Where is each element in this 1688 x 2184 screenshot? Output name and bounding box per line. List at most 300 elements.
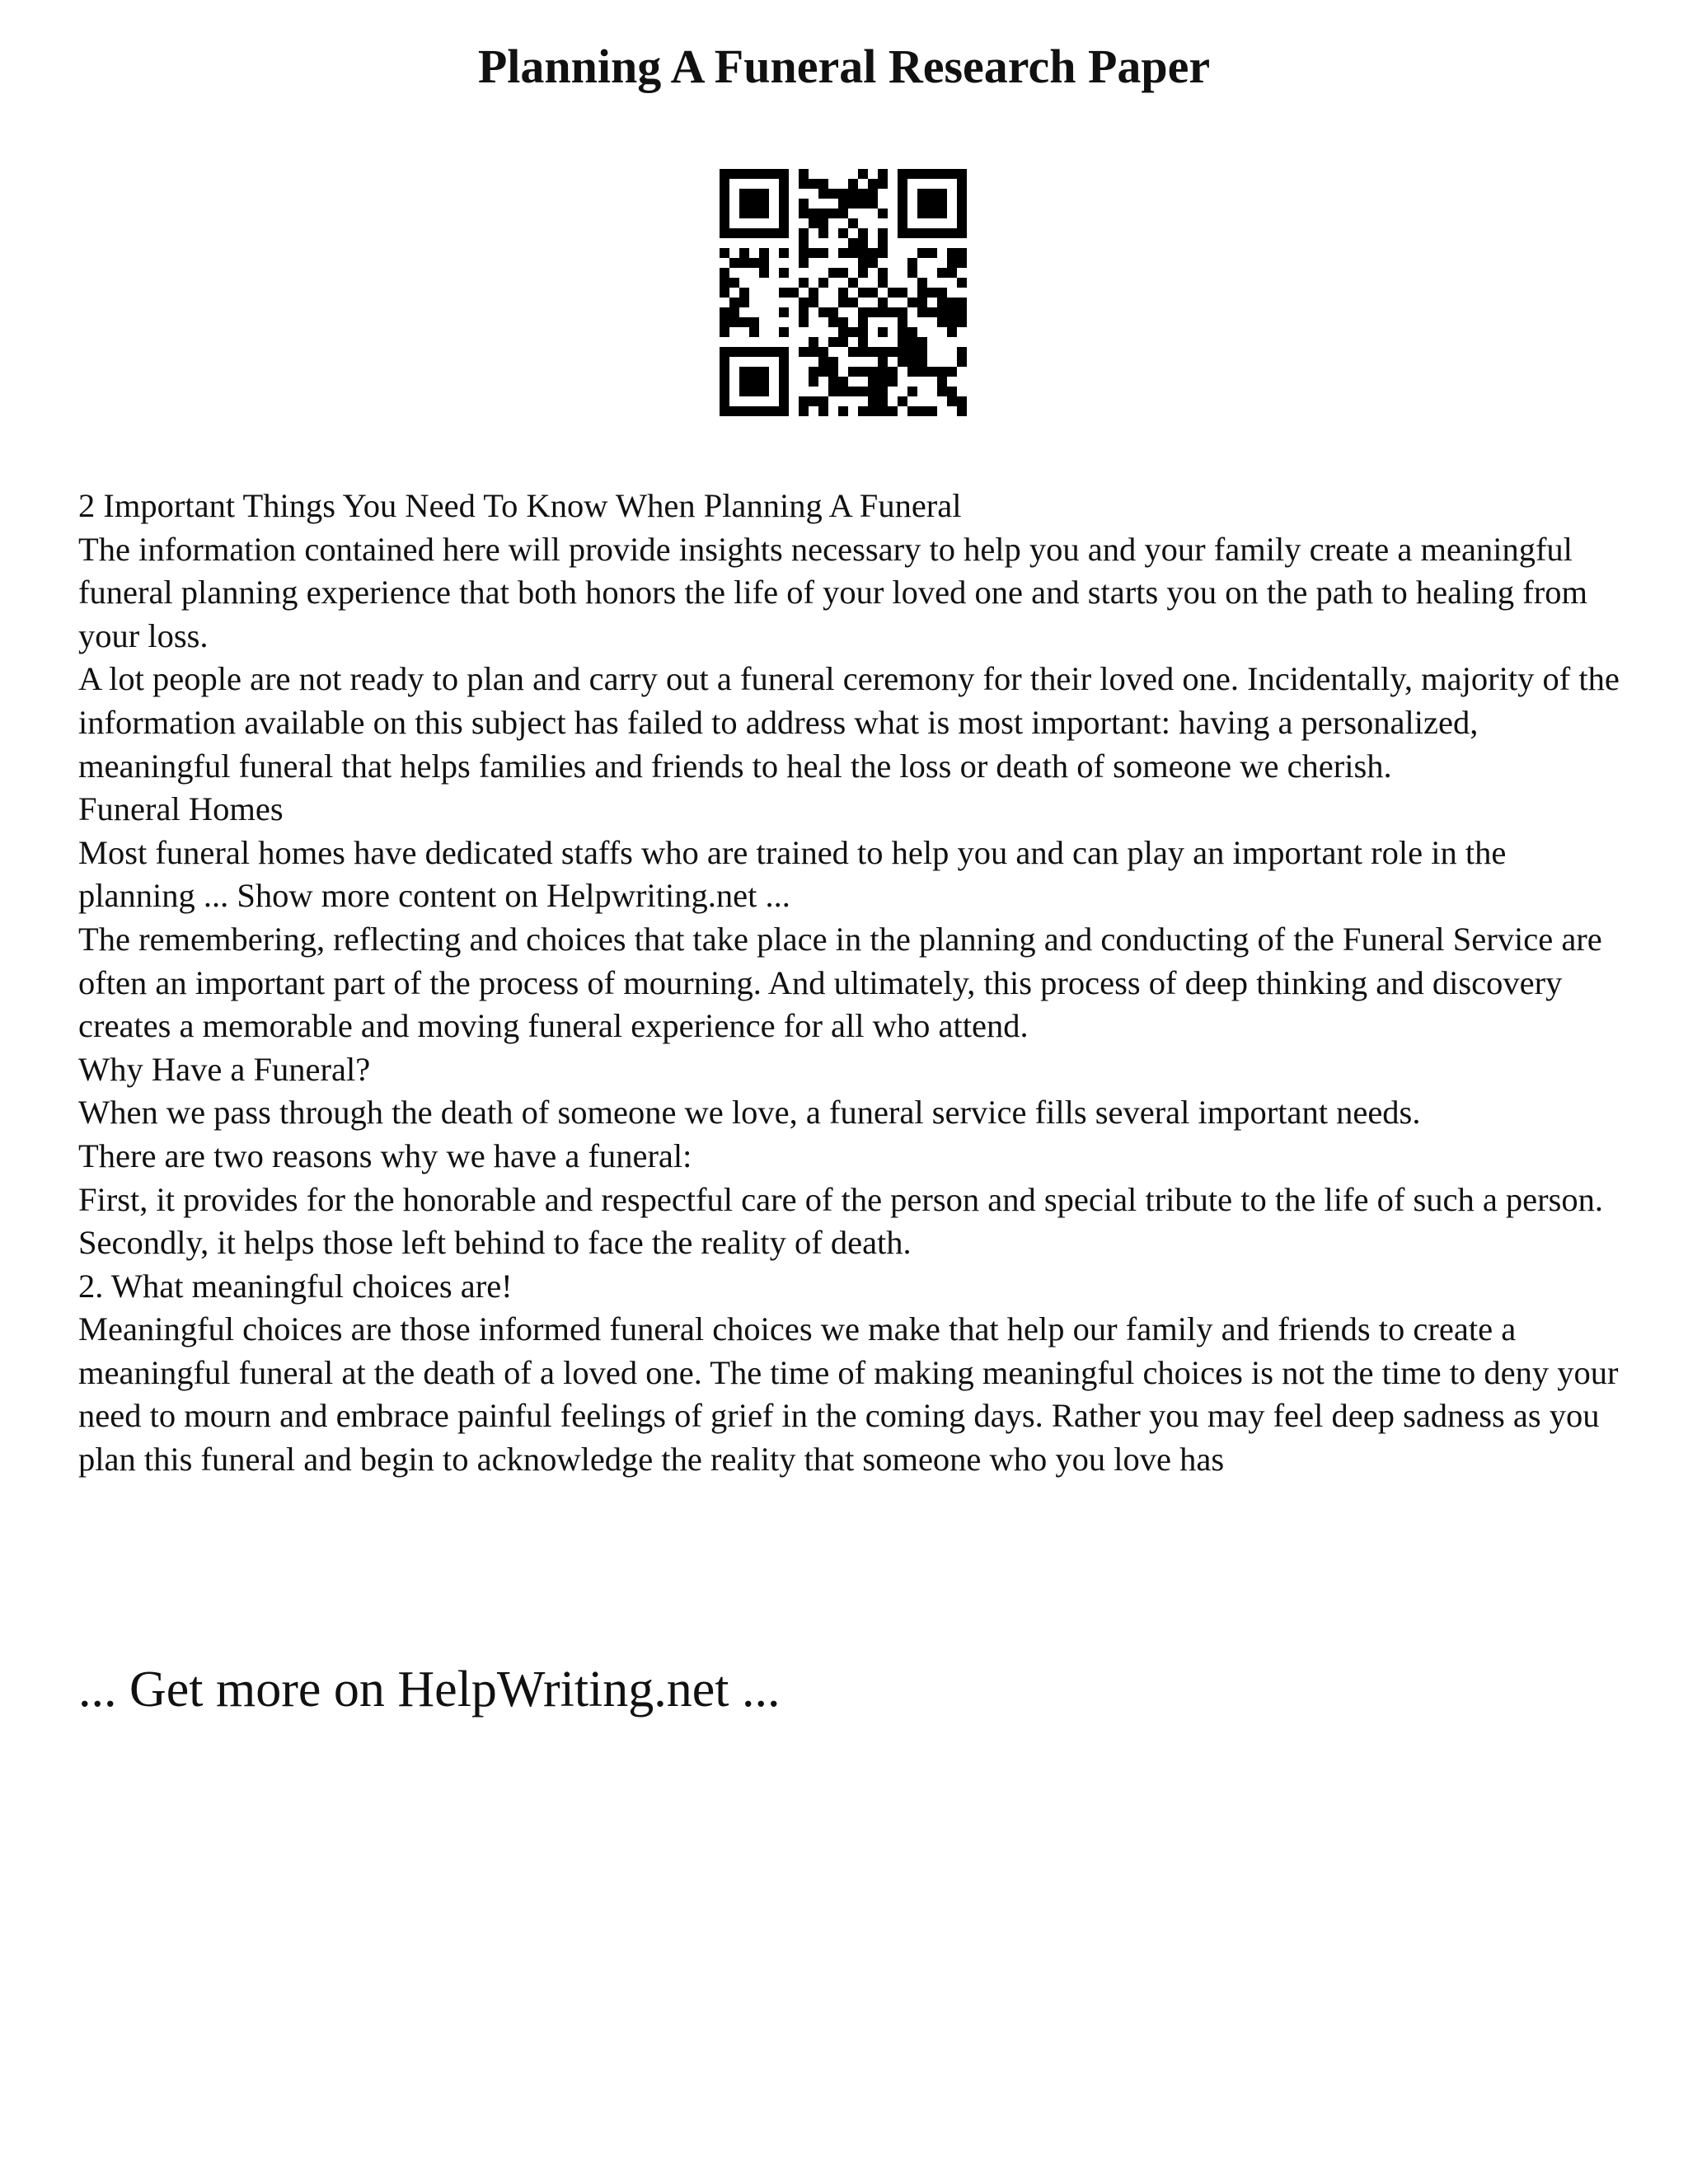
qr-module [818, 396, 828, 406]
qr-module [848, 189, 858, 199]
qr-module [828, 357, 838, 367]
qr-module [848, 327, 858, 337]
qr-module [799, 406, 809, 416]
qr-module [868, 199, 878, 209]
qr-module [818, 218, 828, 228]
qr-module [828, 189, 838, 199]
qr-module [779, 327, 789, 337]
qr-module [828, 387, 838, 396]
qr-module [927, 169, 937, 179]
qr-module [858, 317, 868, 327]
qr-module [888, 347, 898, 357]
qr-module [809, 367, 818, 377]
qr-module [729, 406, 739, 416]
qr-module [828, 367, 838, 377]
qr-module [838, 199, 848, 209]
qr-module [779, 248, 789, 258]
qr-module [947, 228, 957, 238]
qr-module [848, 179, 858, 189]
qr-code-icon [720, 169, 967, 416]
qr-module [898, 179, 907, 189]
qr-module [907, 327, 917, 337]
qr-module [878, 278, 888, 288]
qr-module [720, 209, 729, 218]
body-paragraph: First, it provides for the honorable and respectful care of the person and special tribute to the life of such a person. [78, 1180, 1604, 1218]
qr-module [917, 298, 927, 307]
qr-module [720, 406, 729, 416]
qr-module [878, 307, 888, 317]
qr-module [878, 169, 888, 179]
section-heading: Why Have a Funeral? [78, 1050, 371, 1088]
qr-module [917, 209, 927, 218]
qr-module [898, 228, 907, 238]
qr-module [858, 307, 868, 317]
qr-module [898, 347, 907, 357]
qr-module [720, 327, 729, 337]
section-heading: 2 Important Things You Need To Know When Planning A Funeral [78, 487, 962, 524]
qr-module [878, 238, 888, 248]
qr-module [917, 189, 927, 199]
qr-module [907, 347, 917, 357]
qr-module [739, 258, 749, 268]
qr-module [937, 199, 947, 209]
qr-module [749, 228, 759, 238]
qr-module [799, 228, 809, 238]
body-paragraph: When we pass through the death of someone we love, a funeral service fills several important needs. [78, 1094, 1421, 1132]
qr-module [898, 396, 907, 406]
qr-module [759, 169, 769, 179]
qr-module [809, 218, 818, 228]
qr-module [729, 169, 739, 179]
qr-module [868, 367, 878, 377]
qr-module [749, 258, 759, 268]
qr-module [898, 199, 907, 209]
qr-module [888, 367, 898, 377]
qr-module [917, 357, 927, 367]
qr-code-graphic [720, 169, 967, 416]
qr-module [779, 396, 789, 406]
qr-module [927, 367, 937, 377]
qr-module [818, 209, 828, 218]
section-heading: Funeral Homes [78, 790, 284, 828]
qr-module [917, 248, 927, 258]
qr-module [957, 357, 967, 367]
qr-module [749, 347, 759, 357]
qr-module [749, 169, 759, 179]
qr-module [720, 278, 729, 288]
qr-module [779, 218, 789, 228]
qr-module [779, 387, 789, 396]
qr-module [818, 307, 828, 317]
qr-module [809, 298, 818, 307]
qr-module [917, 307, 927, 317]
qr-module [868, 307, 878, 317]
qr-module [809, 248, 818, 258]
qr-module [878, 377, 888, 387]
qr-module [749, 209, 759, 218]
qr-module [937, 298, 947, 307]
qr-module [858, 199, 868, 209]
qr-module [848, 367, 858, 377]
qr-module [937, 317, 947, 327]
qr-module [779, 357, 789, 367]
qr-module [818, 367, 828, 377]
qr-module [957, 199, 967, 209]
qr-module [878, 357, 888, 367]
qr-module [868, 396, 878, 406]
qr-module [779, 406, 789, 416]
qr-module [878, 327, 888, 337]
qr-module [759, 377, 769, 387]
qr-module [729, 258, 739, 268]
qr-module [917, 406, 927, 416]
qr-module [799, 199, 809, 209]
qr-module [917, 288, 927, 298]
qr-module [888, 288, 898, 298]
qr-module [957, 347, 967, 357]
qr-module [759, 387, 769, 396]
qr-module [957, 228, 967, 238]
qr-module [729, 307, 739, 317]
qr-module [818, 347, 828, 357]
qr-module [749, 317, 759, 327]
qr-module [759, 248, 769, 258]
qr-module [749, 189, 759, 199]
section-heading: 2. What meaningful choices are! [78, 1267, 513, 1305]
qr-module [868, 347, 878, 357]
qr-module [947, 258, 957, 268]
qr-module [818, 179, 828, 189]
qr-module [779, 199, 789, 209]
qr-module [937, 307, 947, 317]
qr-module [957, 248, 967, 258]
body-paragraph: There are two reasons why we have a funeral: [78, 1137, 692, 1174]
qr-module [937, 288, 947, 298]
qr-module [838, 387, 848, 396]
qr-module [759, 209, 769, 218]
qr-module [898, 317, 907, 327]
qr-module [957, 317, 967, 327]
qr-module [888, 307, 898, 317]
qr-module [838, 189, 848, 199]
qr-module [818, 406, 828, 416]
qr-module [828, 337, 838, 347]
qr-module [779, 288, 789, 298]
qr-module [818, 278, 828, 288]
qr-module [799, 278, 809, 288]
qr-module [838, 327, 848, 337]
qr-module [868, 387, 878, 396]
qr-module [878, 367, 888, 377]
qr-module [898, 307, 907, 317]
qr-module [957, 179, 967, 189]
qr-module [848, 218, 858, 228]
qr-module [720, 347, 729, 357]
qr-module [759, 258, 769, 268]
qr-module [848, 199, 858, 209]
qr-module [799, 238, 809, 248]
qr-module [937, 377, 947, 387]
qr-module [739, 317, 749, 327]
qr-module [907, 367, 917, 377]
qr-module [947, 268, 957, 278]
qr-module [720, 396, 729, 406]
qr-module [848, 248, 858, 258]
qr-module [759, 406, 769, 416]
qr-module [858, 327, 868, 337]
qr-module [907, 298, 917, 307]
qr-module [799, 209, 809, 218]
qr-module [858, 337, 868, 347]
qr-module [898, 169, 907, 179]
qr-module [848, 278, 858, 288]
qr-module [878, 298, 888, 307]
qr-module [720, 377, 729, 387]
qr-module [729, 228, 739, 238]
qr-module [957, 307, 967, 317]
qr-module [898, 218, 907, 228]
qr-module [720, 288, 729, 298]
qr-module [838, 337, 848, 347]
qr-module [917, 367, 927, 377]
qr-module [927, 199, 937, 209]
qr-module [779, 347, 789, 357]
qr-module [809, 377, 818, 387]
document-body [78, 485, 1628, 1482]
qr-module [779, 179, 789, 189]
qr-module [937, 367, 947, 377]
qr-module [878, 248, 888, 258]
qr-module [937, 189, 947, 199]
qr-module [799, 298, 809, 307]
qr-module [809, 347, 818, 357]
qr-module [759, 268, 769, 278]
qr-module [769, 228, 779, 238]
qr-module [720, 248, 729, 258]
qr-module [878, 268, 888, 278]
get-more-link-text: ... Get more on HelpWriting.net ... [78, 1661, 781, 1718]
qr-module [720, 367, 729, 377]
qr-module [809, 396, 818, 406]
qr-module [838, 228, 848, 238]
qr-module [927, 228, 937, 238]
qr-module [907, 258, 917, 268]
qr-module [739, 406, 749, 416]
qr-module [957, 278, 967, 288]
qr-module [957, 298, 967, 307]
qr-module [799, 347, 809, 357]
qr-module [838, 248, 848, 258]
qr-module [878, 347, 888, 357]
qr-module [917, 169, 927, 179]
qr-module [858, 228, 868, 238]
qr-module [858, 268, 868, 278]
qr-module [809, 337, 818, 347]
qr-module [818, 357, 828, 367]
qr-module [957, 258, 967, 268]
qr-module [759, 347, 769, 357]
qr-module [878, 179, 888, 189]
qr-module [729, 298, 739, 307]
qr-module [789, 288, 799, 298]
qr-module [729, 317, 739, 327]
qr-module [809, 209, 818, 218]
qr-module [888, 377, 898, 387]
qr-module [858, 189, 868, 199]
qr-module [868, 377, 878, 387]
qr-module [749, 327, 759, 337]
qr-module [858, 248, 868, 258]
qr-module [749, 367, 759, 377]
qr-module [838, 317, 848, 327]
qr-module [848, 347, 858, 357]
qr-module [838, 209, 848, 218]
qr-module [878, 387, 888, 396]
body-paragraph: Meaningful choices are those informed funeral choices we make that help our family and friends to create a meaningful funeral at the death of a loved one. The time of making meaningful choices is not the time to deny your need to mourn and embrace painful feelings of grief in the coming days. Rather you may feel deep sadness as you plan this funeral and begin to acknowledge the reality that someone who you love has [78, 1310, 1619, 1479]
qr-module [799, 169, 809, 179]
qr-module [907, 268, 917, 278]
qr-module [759, 189, 769, 199]
qr-module [868, 179, 878, 189]
qr-module [779, 307, 789, 317]
qr-module [720, 189, 729, 199]
qr-module [917, 347, 927, 357]
qr-module [937, 268, 947, 278]
qr-module [779, 377, 789, 387]
qr-module [739, 199, 749, 209]
body-paragraph: Most funeral homes have dedicated staffs who are trained to help you and can play an important role in the planning ... Show more content on Helpwriting.net ... [78, 833, 1507, 915]
qr-module [898, 337, 907, 347]
qr-module [759, 367, 769, 377]
qr-module [838, 406, 848, 416]
qr-module [739, 367, 749, 377]
qr-module [947, 387, 957, 396]
qr-module [828, 209, 838, 218]
qr-module [720, 228, 729, 238]
qr-module [878, 396, 888, 406]
qr-module [907, 387, 917, 396]
qr-module [720, 387, 729, 396]
qr-module [769, 347, 779, 357]
qr-module [749, 377, 759, 387]
qr-module [858, 387, 868, 396]
qr-module [947, 396, 957, 406]
qr-module [917, 199, 927, 209]
qr-module [739, 298, 749, 307]
qr-module [759, 228, 769, 238]
body-paragraph: A lot people are not ready to plan and carry out a funeral ceremony for their loved one. Incidentally, majority of the information available on this subject has failed to address what is most important: having a personalized, meaningful funeral that helps families and friends to heal the loss or death of someone we cherish. [78, 660, 1620, 785]
qr-module [848, 387, 858, 396]
qr-module [769, 169, 779, 179]
qr-module [739, 347, 749, 357]
qr-module [957, 209, 967, 218]
qr-module [858, 288, 868, 298]
qr-module [799, 396, 809, 406]
qr-module [937, 387, 947, 396]
qr-module [947, 298, 957, 307]
qr-module [729, 347, 739, 357]
qr-module [818, 228, 828, 238]
qr-module [957, 396, 967, 406]
qr-module [818, 189, 828, 199]
qr-module [957, 189, 967, 199]
qr-module [729, 278, 739, 288]
qr-module [937, 228, 947, 238]
qr-module [878, 406, 888, 416]
qr-module [828, 307, 838, 317]
qr-module [927, 209, 937, 218]
qr-module [858, 258, 868, 268]
qr-module [898, 357, 907, 367]
qr-module [947, 367, 957, 377]
qr-module [898, 327, 907, 337]
qr-module [720, 169, 729, 179]
qr-module [759, 199, 769, 209]
qr-module [739, 209, 749, 218]
qr-module [927, 307, 937, 317]
qr-module [838, 288, 848, 298]
qr-module [917, 278, 927, 288]
qr-module [739, 248, 749, 258]
qr-module [818, 248, 828, 258]
qr-module [720, 317, 729, 327]
qr-module [917, 337, 927, 347]
qr-module [779, 268, 789, 278]
qr-module [868, 288, 878, 298]
qr-module [799, 179, 809, 189]
qr-module [779, 169, 789, 179]
qr-module [809, 179, 818, 189]
qr-module [947, 317, 957, 327]
qr-module [799, 248, 809, 258]
qr-module [809, 288, 818, 298]
qr-module [858, 238, 868, 248]
qr-module [828, 268, 838, 278]
qr-module [947, 307, 957, 317]
qr-module [720, 218, 729, 228]
qr-module [947, 248, 957, 258]
qr-module [878, 209, 888, 218]
qr-module [917, 228, 927, 238]
qr-module [868, 406, 878, 416]
qr-module [720, 307, 729, 317]
qr-module [947, 327, 957, 337]
qr-module [838, 298, 848, 307]
body-paragraph: Secondly, it helps those left behind to face the reality of death. [78, 1224, 912, 1262]
qr-module [739, 228, 749, 238]
qr-module [749, 387, 759, 396]
body-paragraph: The information contained here will provide insights necessary to help you and your family create a meaningful funeral planning experience that both honors the life of your loved one and starts you on the path to healing from your loss. [78, 530, 1587, 654]
qr-module [739, 387, 749, 396]
qr-module [799, 258, 809, 268]
qr-module [927, 288, 937, 298]
qr-module [858, 367, 868, 377]
qr-module [779, 367, 789, 377]
qr-module [927, 189, 937, 199]
qr-module [937, 209, 947, 218]
qr-module [858, 169, 868, 179]
qr-module [779, 228, 789, 238]
document-title: Planning A Funeral Research Paper [477, 40, 1211, 93]
qr-module [720, 268, 729, 278]
qr-module [720, 199, 729, 209]
qr-module [927, 248, 937, 258]
qr-module [779, 189, 789, 199]
qr-module [828, 377, 838, 387]
qr-module [907, 228, 917, 238]
qr-module [878, 228, 888, 238]
qr-module [947, 169, 957, 179]
